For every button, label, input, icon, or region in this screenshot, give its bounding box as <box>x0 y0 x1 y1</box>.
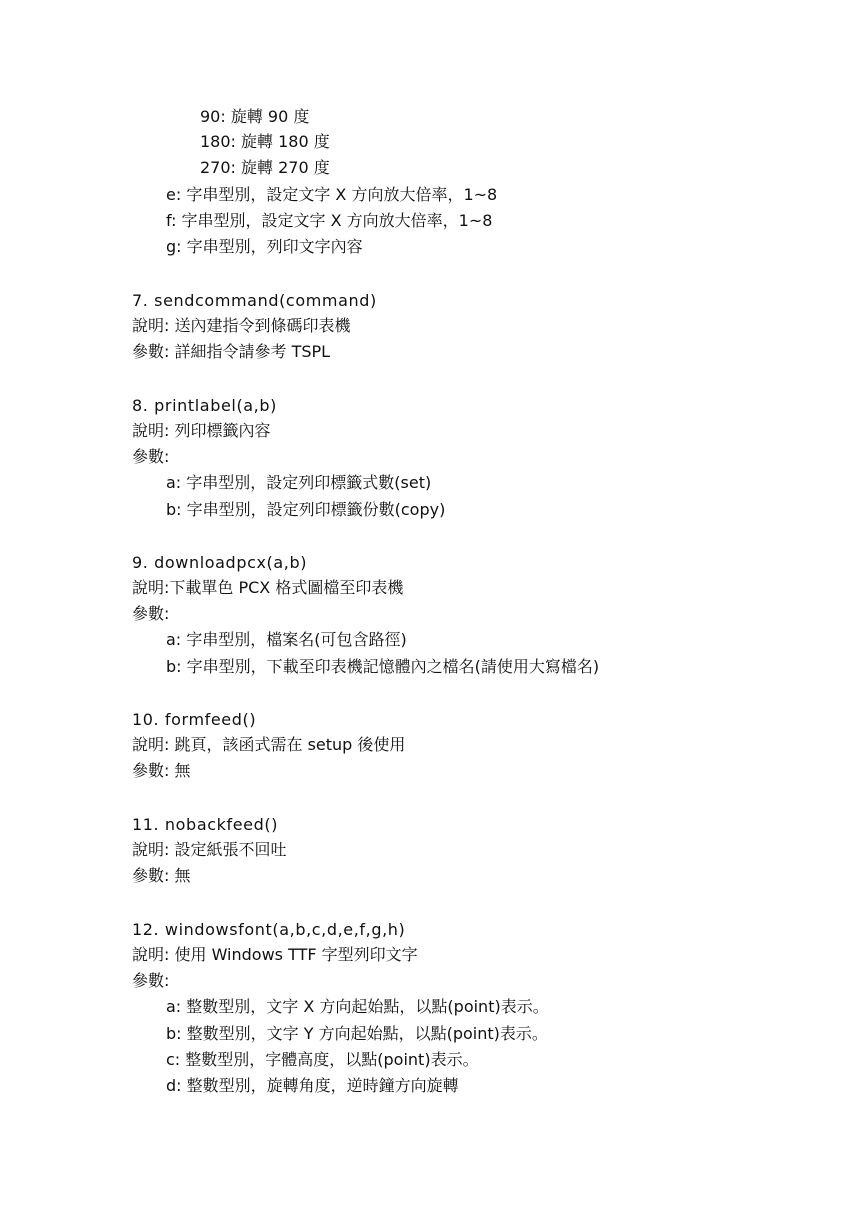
rotation-value-270: 270: 旋轉 270 度 <box>200 158 330 177</box>
section-12-heading: 12. windowsfont(a,b,c,d,e,f,g,h) <box>132 920 406 939</box>
section-11-description: 說明: 設定紙張不回吐 <box>132 840 287 859</box>
section-9-heading: 9. downloadpcx(a,b) <box>132 553 308 572</box>
section-9-param-b: b: 字串型別，下載至印表機記憶體內之檔名(請使用大寫檔名) <box>166 657 600 676</box>
section-12-param-a: a: 整數型別，文字 X 方向起始點，以點(point)表示。 <box>166 997 549 1016</box>
section-12-param-b: b: 整數型別，文字 Y 方向起始點，以點(point)表示。 <box>166 1024 548 1043</box>
param-f: f: 字串型別，設定文字 X 方向放大倍率，1~8 <box>166 211 493 230</box>
param-e: e: 字串型別，設定文字 X 方向放大倍率，1~8 <box>166 185 498 204</box>
rotation-value-180: 180: 旋轉 180 度 <box>200 132 330 151</box>
section-9-params-label: 參數: <box>132 604 170 623</box>
section-12-param-c: c: 整數型別，字體高度，以點(point)表示。 <box>166 1050 479 1069</box>
section-7-heading: 7. sendcommand(command) <box>132 291 377 310</box>
section-12-param-d: d: 整數型別，旋轉角度，逆時鐘方向旋轉 <box>166 1076 459 1095</box>
section-9-param-a: a: 字串型別，檔案名(可包含路徑) <box>166 630 407 649</box>
section-8-description: 說明: 列印標籤內容 <box>132 421 271 440</box>
section-8-param-b: b: 字串型別，設定列印標籤份數(copy) <box>166 500 446 519</box>
section-10-description: 說明: 跳頁，該函式需在 setup 後使用 <box>132 735 406 754</box>
section-8-param-a: a: 字串型別，設定列印標籤式數(set) <box>166 473 432 492</box>
section-9-description: 說明:下載單色 PCX 格式圖檔至印表機 <box>132 578 404 597</box>
param-g: g: 字串型別，列印文字內容 <box>166 237 363 256</box>
section-7-description: 說明: 送內建指令到條碼印表機 <box>132 316 351 335</box>
section-8-heading: 8. printlabel(a,b) <box>132 396 277 415</box>
section-11-params: 參數: 無 <box>132 866 191 885</box>
section-12-description: 說明: 使用 Windows TTF 字型列印文字 <box>132 945 418 964</box>
section-7-params: 參數: 詳細指令請參考 TSPL <box>132 342 331 361</box>
rotation-value-90: 90: 旋轉 90 度 <box>200 107 310 126</box>
section-10-heading: 10. formfeed() <box>132 710 257 729</box>
section-10-params: 參數: 無 <box>132 761 191 780</box>
section-12-params-label: 參數: <box>132 971 170 990</box>
section-8-params-label: 參數: <box>132 447 170 466</box>
section-11-heading: 11. nobackfeed() <box>132 815 279 834</box>
